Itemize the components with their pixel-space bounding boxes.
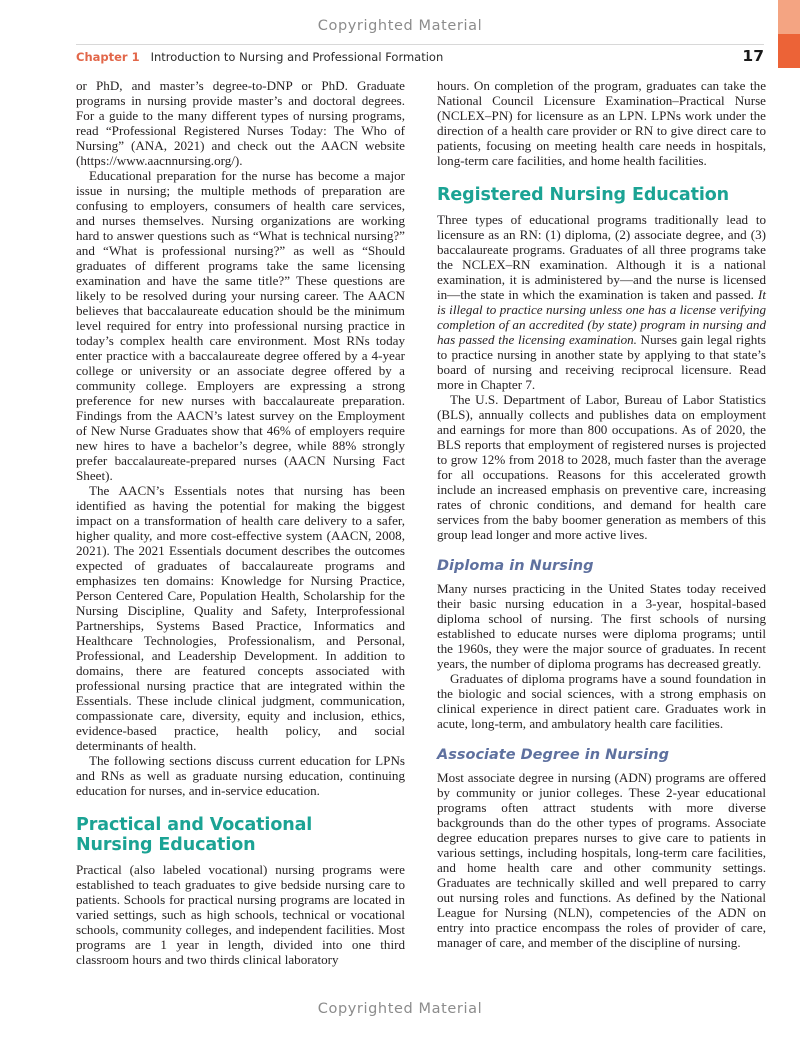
chapter-label: Chapter 1 <box>76 50 140 64</box>
legal-emphasis-text: It is illegal to practice nursing unless one has a license verifying completion of an accredited (by state) program in nursing and has passed the licensing examination. <box>437 287 766 347</box>
copyright-notice-bottom: Copyrighted Material <box>317 1001 483 1017</box>
paragraph: Most associate degree in nursing (ADN) programs are offered by community or junior colleges. These 2-year educational programs often attract students with more diverse backgrounds than do the other types of programs. Associate degree education prepares nurses to give care to patients in various settings, including hospitals, long-term care facilities, and home health care and other community settings. Graduates are technically skilled and well prepared to carry out nursing roles and functions. As defined by the National League for Nursing (NLN), competencies of the ADN on entry into practice encompass the roles of provider of care, manager of care, and member of the discipline of nursing. <box>437 770 766 950</box>
page-number: 17 <box>742 47 764 65</box>
paragraph: The following sections discuss current education for LPNs and RNs as well as graduate nursing education, continuing education for nurses, and in-service education. <box>76 753 405 798</box>
paragraph-registered-nursing <box>437 212 766 392</box>
body-columns <box>76 78 766 990</box>
section-heading-line-1: Practical and Vocational <box>76 815 313 835</box>
paragraph-text-part-2: Nurses gain legal rights to practice nursing in another state by applying to that state’s board of nursing and receiving reciprocal licensure. Read more in Chapter 7. <box>437 332 767 392</box>
paragraph: Many nurses practicing in the United States today received their basic nursing education in a 3-year, hospital-based diploma school of nursing. The first schools of nursing established to educate nurses were diploma programs; until the 1960s, they were the major source of graduates. In recent years, the number of diploma programs has decreased greatly. <box>437 581 766 671</box>
section-heading-practical-vocational <box>76 815 405 855</box>
section-heading-line-2: Nursing Education <box>76 835 256 855</box>
paragraph: Practical (also labeled vocational) nursing programs were established to teach graduates to give bedside nursing care to patients. Schools for practical nursing programs are located in varied settings, such as high schools, technical or vocational schools, community colleges, and independent facilities. Most programs are 1 year in length, divided into one third classroom hours and two thirds clinical laboratory <box>76 862 405 967</box>
paragraph: hours. On completion of the program, graduates can take the National Council Licensure Examination–Practical Nurse (NCLEX–PN) for licensure as an LPN. LPNs work under the direction of a health care provider or RN to give direct care to patients, focusing on meeting health care needs in hospitals, long-term care facilities, and home health facilities. <box>437 78 766 168</box>
right-column <box>437 78 766 990</box>
paragraph: The U.S. Department of Labor, Bureau of Labor Statistics (BLS), annually collects and publishes data on employment and earnings for more than 800 occupations. As of 2020, the BLS reports that employment of registered nurses is projected to grow 12% from 2018 to 2028, much faster than the average for all occupations. Reasons for this accelerated growth include an increased emphasis on preventive care, increasing rates of chronic conditions, and demand for health care services from the baby boomer generation as members of this group lead longer and more active lives. <box>437 392 766 542</box>
paragraph-text-part-1: Three types of educational programs traditionally lead to licensure as an RN: (1) diploma, (2) associate degree, and (3) baccalaureate programs. Graduates of all three programs take the NCLEX–RN examination. Although it is a national examination, it is administered by—and the nurse is licensed in—the state in which the examination is taken and passed. <box>437 212 766 302</box>
thumb-tab-group <box>778 0 800 68</box>
subheading-diploma-in-nursing: Diploma in Nursing <box>437 558 594 574</box>
paragraph: or PhD, and master’s degree-to-DNP or PhD. Graduate programs in nursing provide master’s and doctoral degrees. For a guide to the many different types of nursing programs, read “Professional Registered Nurses Today: The Who of Nursing” (ANA, 2021) and check out the AACN website (https://www.aacnnursing.org/). <box>76 78 405 168</box>
subheading-associate-degree-in-nursing: Associate Degree in Nursing <box>437 747 669 763</box>
paragraph: The AACN’s Essentials notes that nursing has been identified as having the potential for making the biggest impact on a transformation of health care delivery to a safer, higher quality, and more cost-effective system (AACN, 2008, 2021). The 2021 Essentials document describes the outcomes expected of graduates of baccalaureate programs and emphasizes ten domains: Knowledge for Nursing Practice, Person Centered Care, Population Health, Scholarship for the Nursing Discipline, Quality and Safety, Interprofessional Partnerships, Systems Based Practice, Informatics and Healthcare Technologies, Professionalism, and Personal, Professional, and Leadership Development. In addition to domains, there are featured concepts associated with professional nursing practice that are integrated within the Essentials. These include clinical judgment, communication, compassionate care, diversity, equity and inclusion, ethics, evidence-based practice, health policy, and social determinants of health. <box>76 483 405 753</box>
running-head <box>76 47 764 69</box>
section-heading-registered-nursing-education: Registered Nursing Education <box>437 185 730 205</box>
paragraph: Graduates of diploma programs have a sound foundation in the biologic and social sciences, with a strong emphasis on clinical experience in direct patient care. Graduates work in acute, long-term, and ambulatory health care facilities. <box>437 671 766 731</box>
chapter-title: Introduction to Nursing and Professional Formation <box>150 50 444 64</box>
copyright-notice-top: Copyrighted Material <box>317 18 483 34</box>
running-head-rule <box>76 44 764 45</box>
thumb-tab-dark <box>778 34 800 68</box>
left-column <box>76 78 405 990</box>
paragraph: Educational preparation for the nurse has become a major issue in nursing; the multiple methods of preparation are confusing to employers, consumers of health care services, and nurses themselves. Nursing organizations are working hard to answer questions such as “What is technical nursing?” and “What is professional nursing?” as well as “Should graduates of different programs take the same licensing examination and have the same title?” These questions are likely to be resolved during your nursing career. The AACN believes that baccalaureate education should be the minimum level required for entry into professional nursing practice in today’s complex health care environment. Most RNs today enter practice with a baccalaureate degree offered by a 4-year college or university or an associate degree offered by a community college. Employers are expressing a strong preference for new nurses with baccalaureate preparation. Findings from the AACN’s latest survey on the Employment of New Nurse Graduates show that 46% of employers require new hires to have a bachelor’s degree, while 88% strongly prefer baccalaureate-prepared nurses (AACN Nursing Fact Sheet). <box>76 168 405 483</box>
